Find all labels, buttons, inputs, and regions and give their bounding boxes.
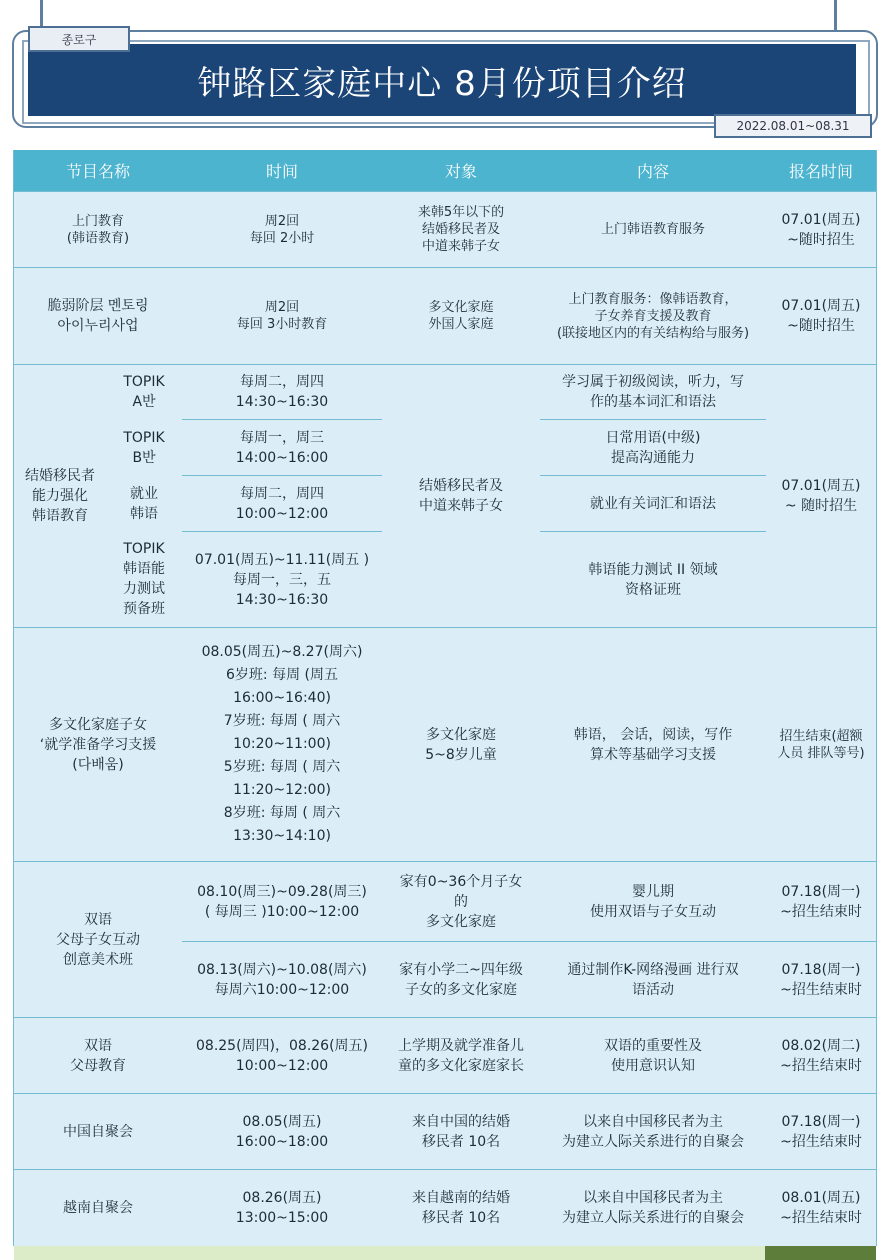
district-tag: 종로구 [28, 26, 130, 52]
program-target: 来韩5年以下的 结婚移民者及 中道来韩子女 [382, 192, 540, 268]
sub-class-label: TOPIK B반 [106, 420, 182, 476]
table-left-border [13, 150, 14, 1246]
table-row [14, 192, 876, 268]
program-time: 每周一，周三 14:00~16:00 [182, 420, 382, 476]
program-signup: 08.02(周二) ~招生结束时 [766, 1018, 876, 1094]
table-row [14, 1170, 876, 1246]
sub-class-label: TOPIK A반 [106, 365, 182, 420]
program-content: 双语的重要性及 使用意识认知 [540, 1018, 766, 1094]
program-target: 来自中国的结婚 移民者 10名 [382, 1094, 540, 1170]
program-target: 结婚移民者及 中道来韩子女 [382, 365, 540, 628]
col-header-time: 时间 [182, 150, 382, 192]
program-table [14, 150, 876, 1246]
program-content: 婴儿期 使用双语与子女互动 [540, 862, 766, 942]
program-signup: 07.01(周五) ~随时招生 [766, 192, 876, 268]
table-row [14, 268, 876, 365]
program-signup: 07.18(周一) ~招生结束时 [766, 1094, 876, 1170]
col-header-name: 节目名称 [14, 150, 182, 192]
program-content: 学习属于初级阅读，听力，写 作的基本词汇和语法 [540, 365, 766, 420]
program-signup: 07.18(周一) ~招生结束时 [766, 942, 876, 1018]
sub-class-label: 就业 韩语 [106, 476, 182, 532]
program-target: 家有0~36个月子女 的 多文化家庭 [382, 862, 540, 942]
frame-post-right [834, 0, 837, 30]
page-title: 钟路区家庭中心 8月份项目介绍 [197, 63, 687, 104]
program-content: 就业有关词汇和语法 [540, 476, 766, 532]
table-row [14, 1018, 876, 1094]
program-target: 家有小学二~四年级 子女的多文化家庭 [382, 942, 540, 1018]
program-time: 每周二，周四 10:00~12:00 [182, 476, 382, 532]
program-signup: 招生结束(超额 人员 排队等号) [766, 628, 876, 862]
program-name: 双语 父母子女互动 创意美术班 [14, 862, 182, 1018]
program-time: 08.26(周五) 13:00~15:00 [182, 1170, 382, 1246]
program-name: 越南自聚会 [14, 1170, 182, 1246]
footer-strip [14, 1246, 765, 1260]
program-name: 多文化家庭子女 ‘就学准备学习支援 (다배움) [14, 628, 182, 862]
program-time: 08.25(周四)，08.26(周五) 10:00~12:00 [182, 1018, 382, 1094]
program-target: 来自越南的结婚 移民者 10名 [382, 1170, 540, 1246]
program-target: 多文化家庭 外国人家庭 [382, 268, 540, 365]
table-right-border [876, 150, 877, 1246]
program-content: 韩语能力测试 II 领域 资格证班 [540, 532, 766, 628]
program-time: 08.05(周五) 16:00~18:00 [182, 1094, 382, 1170]
col-header-content: 内容 [540, 150, 766, 192]
date-range-badge: 2022.08.01~08.31 [714, 114, 872, 138]
col-header-signup: 报名时间 [766, 150, 876, 192]
program-name: 结婚移民者 能力强化 韩语教育 [14, 365, 106, 628]
table-row [14, 1094, 876, 1170]
program-time: 07.01(周五)~11.11(周五 ) 每周一，三，五 14:30~16:30 [182, 532, 382, 628]
program-content: 日常用语(中级) 提高沟通能力 [540, 420, 766, 476]
table-row [14, 628, 876, 862]
program-content: 通过制作K-网络漫画 进行双 语活动 [540, 942, 766, 1018]
program-time: 08.10(周三)~09.28(周三) ( 每周三 )10:00~12:00 [182, 862, 382, 942]
program-target: 上学期及就学准备儿 童的多文化家庭家长 [382, 1018, 540, 1094]
program-name: 脆弱阶层 멘토링 아이누리사업 [14, 268, 182, 365]
program-signup: 07.01(周五) ~随时招生 [766, 268, 876, 365]
program-target: 多文化家庭 5~8岁儿童 [382, 628, 540, 862]
program-content: 上门韩语教育服务 [540, 192, 766, 268]
program-content: 以来自中国移民者为主 为建立人际关系进行的自聚会 [540, 1094, 766, 1170]
program-signup: 07.01(周五) ~ 随时招生 [766, 365, 876, 628]
program-time: 08.13(周六)~10.08(周六) 每周六10:00~12:00 [182, 942, 382, 1018]
table-row [14, 365, 876, 420]
program-time: 周2回 每回 3小时教育 [182, 268, 382, 365]
table-header-row [14, 150, 876, 192]
program-name: 双语 父母教育 [14, 1018, 182, 1094]
program-content: 以来自中国移民者为主 为建立人际关系进行的自聚会 [540, 1170, 766, 1246]
footer-accent [765, 1246, 876, 1260]
program-signup: 08.01(周五) ~招生结束时 [766, 1170, 876, 1246]
sub-class-label: TOPIK 韩语能 力测试 预备班 [106, 532, 182, 628]
program-content: 韩语， 会话，阅读，写作 算术等基础学习支援 [540, 628, 766, 862]
table-row [14, 862, 876, 942]
program-time: 周2回 每回 2小时 [182, 192, 382, 268]
program-time: 08.05(周五)~8.27(周六) 6岁班: 每周 (周五 16:00~16:40) 7岁班: 每周 ( 周六 10:20~11:00) 5岁班: 每周 ( 周六 11:20~12:00) 8岁班: 每周 ( 周六 13:30~14:10) [182, 628, 382, 862]
program-name: 中国自聚会 [14, 1094, 182, 1170]
program-signup: 07.18(周一) ~招生结束时 [766, 862, 876, 942]
program-time: 每周二，周四 14:30~16:30 [182, 365, 382, 420]
program-name: 上门教育 (韩语教育) [14, 192, 182, 268]
col-header-target: 对象 [382, 150, 540, 192]
program-content: 上门教育服务：像韩语教育， 子女养育支援及教育 (联接地区内的有关结构给与服务) [540, 268, 766, 365]
